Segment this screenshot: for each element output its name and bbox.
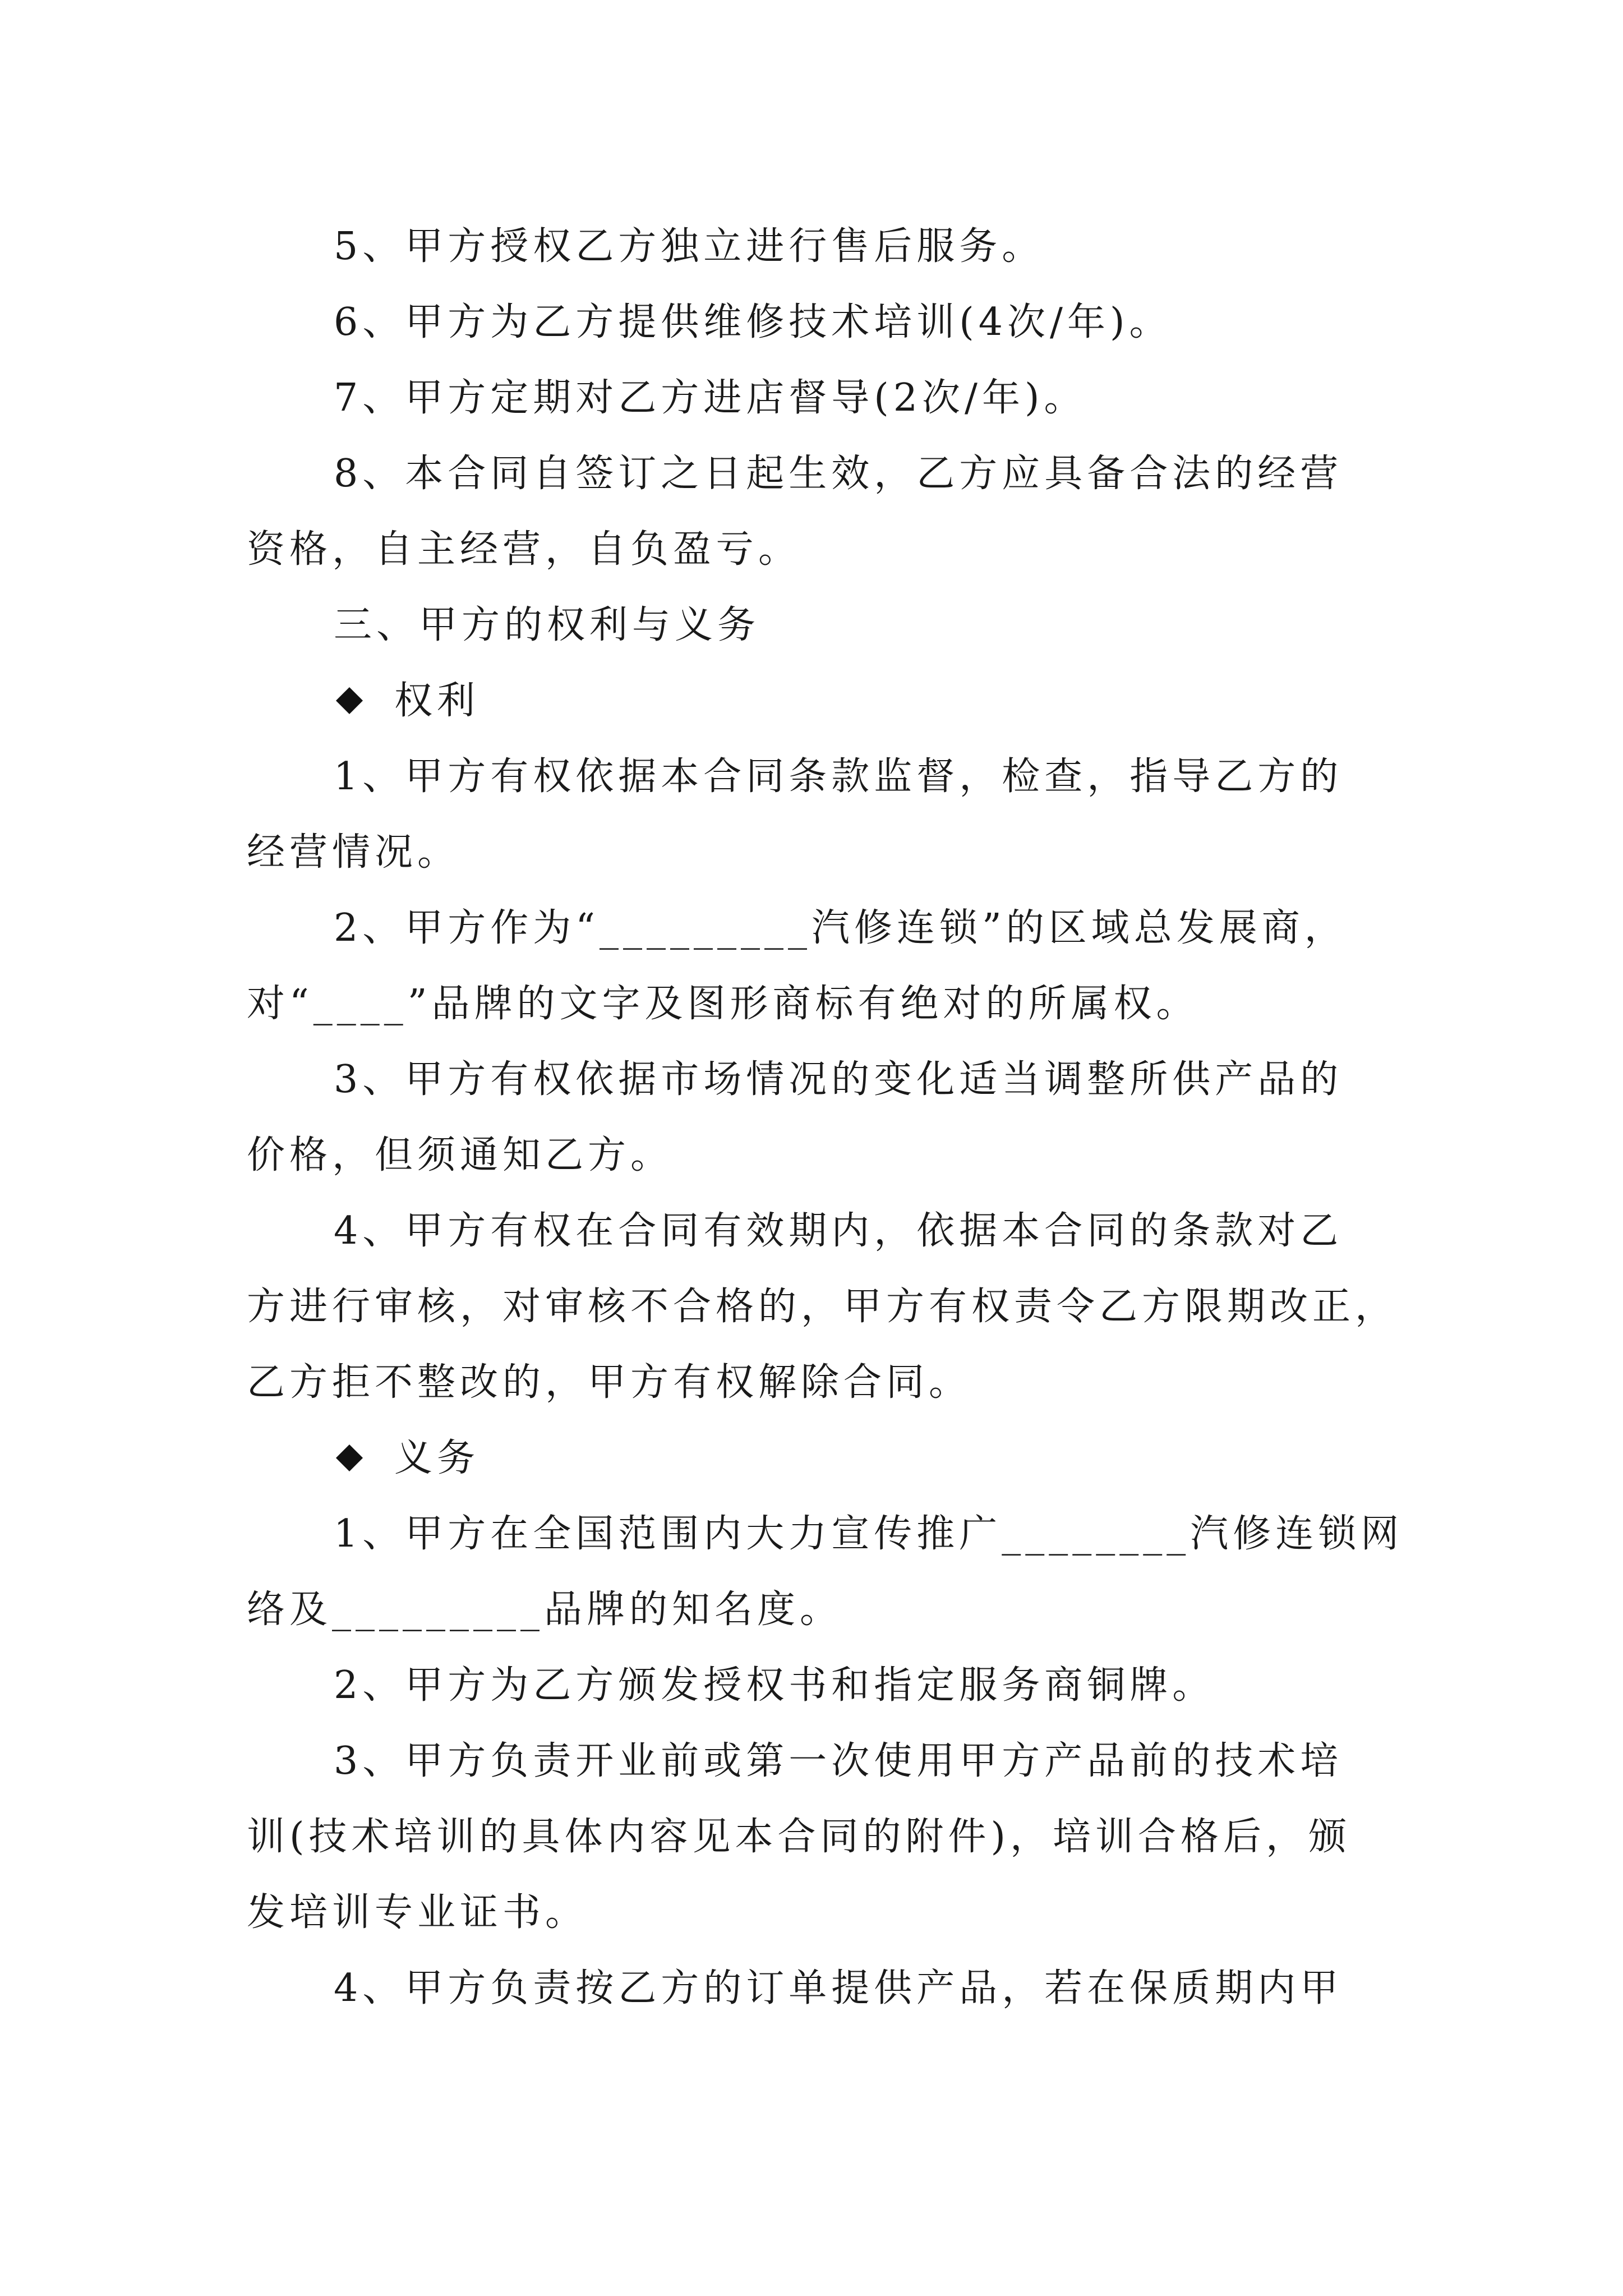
obligation-3-line-2: 训(技术培训的具体内容见本合同的附件)，培训合格后，颁: [247, 1815, 1352, 1859]
right-2-line-2: 对“____”品牌的文字及图形商标有绝对的所属权。: [247, 982, 1199, 1026]
obligations-label: 义务: [394, 1436, 480, 1480]
diamond-bullet-icon: [335, 1444, 363, 1472]
clause-8-effective-line-2: 资格，自主经营，自负盈亏。: [247, 527, 801, 572]
obligation-1-line-1: 1、甲方在全国范围内大力宣传推广________汽修连锁网: [334, 1512, 1404, 1556]
clause-6-training: 6、甲方为乙方提供维修技术培训(4次/年)。: [334, 300, 1172, 344]
obligation-4-line-1: 4、甲方负责按乙方的订单提供产品，若在保质期内甲: [334, 1966, 1343, 2010]
right-4-line-3: 乙方拒不整改的，甲方有权解除合同。: [247, 1360, 972, 1405]
right-2-line-1: 2、甲方作为“_________汽修连锁”的区域总发展商，: [334, 906, 1347, 950]
diamond-bullet-icon: [335, 687, 363, 715]
obligation-1-line-2: 络及_________品牌的知名度。: [247, 1588, 843, 1632]
right-4-line-1: 4、甲方有权在合同有效期内，依据本合同的条款对乙: [334, 1209, 1343, 1253]
rights-heading: [335, 670, 1569, 732]
right-3-line-2: 价格，但须通知乙方。: [247, 1133, 674, 1177]
right-1-line-2: 经营情况。: [247, 830, 460, 875]
obligation-2: 2、甲方为乙方颁发授权书和指定服务商铜牌。: [334, 1663, 1215, 1708]
clause-8-effective-line-1: 8、本合同自签订之日起生效，乙方应具备合法的经营: [334, 452, 1343, 496]
obligation-3-line-3: 发培训专业证书。: [247, 1890, 588, 1935]
clause-7-supervision: 7、甲方定期对乙方进店督导(2次/年)。: [334, 376, 1087, 420]
section-3-heading: 三、甲方的权利与义务: [334, 603, 760, 647]
rights-label: 权利: [394, 679, 480, 723]
right-1-line-1: 1、甲方有权依据本合同条款监督，检查，指导乙方的: [334, 754, 1343, 799]
clause-5-after-sales: 5、甲方授权乙方独立进行售后服务。: [334, 224, 1045, 269]
obligation-3-line-1: 3、甲方负责开业前或第一次使用甲方产品前的技术培: [334, 1739, 1343, 1783]
right-3-line-1: 3、甲方有权依据市场情况的变化适当调整所供产品的: [334, 1057, 1343, 1102]
obligations-heading: [335, 1428, 1569, 1489]
right-4-line-2: 方进行审核，对审核不合格的，甲方有权责令乙方限期改正，: [247, 1285, 1398, 1329]
